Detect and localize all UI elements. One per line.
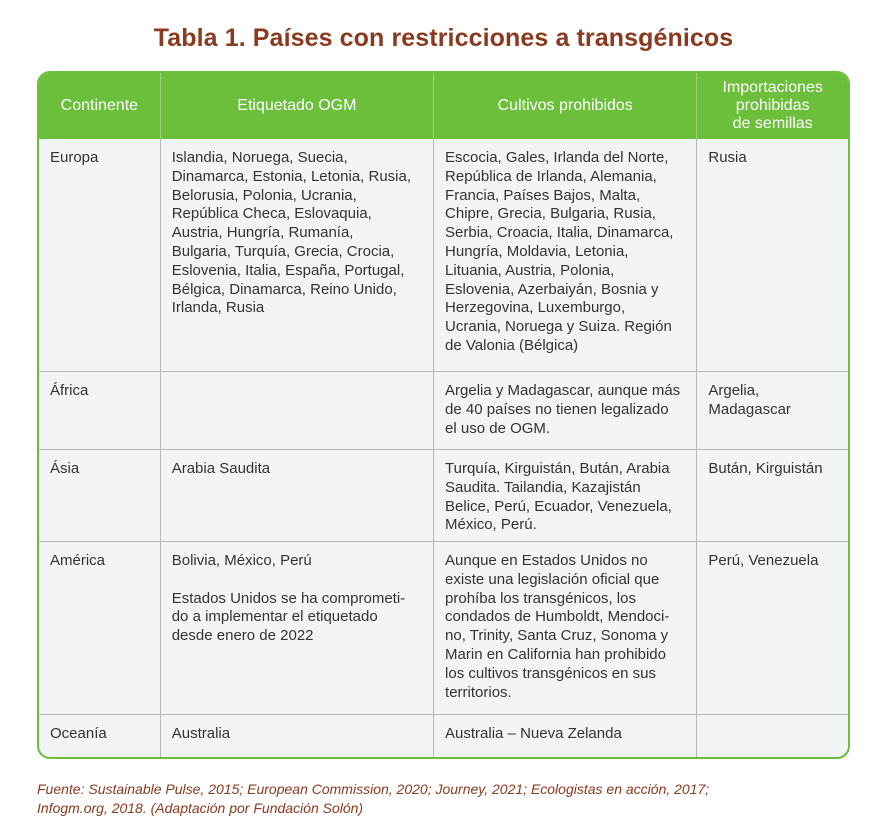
header-labeling: Etiquetado OGM (160, 73, 433, 139)
table-row-oceania (39, 715, 848, 759)
cell-labeling: Australia (160, 715, 433, 759)
cell-continent: Europa (50, 149, 99, 166)
cell-continent: Ásia (50, 460, 80, 477)
table-row-america (39, 542, 848, 715)
cell-crops: Argelia y Madagascar, aunque más de 40 países no tienen legalizado el uso de OGM. (433, 372, 696, 449)
restrictions-table (37, 71, 850, 759)
table-row-africa (39, 372, 848, 450)
table-row-europe (39, 139, 848, 372)
cell-continent: Oceanía (50, 725, 107, 742)
cell-crops: Escocia, Gales, Irlanda del Norte, República de Irlanda, Alemania, Francia, Países Bajos, Malta, Chipre, Grecia, Bulgaria, Rusia, Serbia, Croacia, Italia, Dinamarca, Hungría, Moldavia, Letonia, Lituania, Austria, Polonia, Eslovenia, Azerbaiyán, Bosnia y Herzegovina, Luxemburgo, Ucrania, Noruega y Suiza. Región de Valonia (Bélgica) (433, 139, 696, 371)
source-note: Fuente: Sustainable Pulse, 2015; European Commission, 2020; Journey, 2021; Ecologistas en acción, 2017; Infogm.org, 2018. (Adaptación por Fundación Solón) (37, 781, 710, 816)
cell-labeling: Islandia, Noruega, Suecia, Dinamarca, Estonia, Letonia, Rusia, Belorusia, Polonia, Ucrania, República Checa, Eslovaquia, Austria, Hungría, Rumanía, Bulgaria, Turquía, Grecia, Crocia, Eslovenia, Italia, España, Portugal, Bélgica, Dinamarca, Reino Unido, Irlanda, Rusia (160, 139, 433, 371)
table-body (39, 139, 848, 759)
header-crops: Cultivos prohibidos (433, 73, 696, 139)
page-title: Tabla 1. Países con restricciones a transgénicos (153, 24, 734, 52)
table-header (39, 73, 848, 139)
cell-continent: América (50, 552, 106, 569)
cell-seed-imports: Argelia, Madagascar (696, 372, 848, 449)
cell-labeling: Bolivia, México, Perú Estados Unidos se ha comprometi- do a implementar el etiquetado desde enero de 2022 (160, 542, 433, 714)
cell-labeling: Arabia Saudita (160, 450, 433, 541)
cell-crops: Australia – Nueva Zelanda (433, 715, 696, 759)
cell-continent: África (50, 382, 89, 399)
table-row-asia (39, 450, 848, 542)
header-seed-imports: Importaciones prohibidas de semillas (696, 73, 848, 139)
cell-labeling (160, 372, 433, 449)
cell-crops: Aunque en Estados Unidos no existe una legislación oficial que prohíba los transgénicos, los condados de Humboldt, Mendoci- no, Trinity, Santa Cruz, Sonoma y Marin en California han prohibido los cultivos transgénicos en sus territorios. (433, 542, 696, 714)
cell-seed-imports: Bután, Kirguistán (696, 450, 848, 541)
cell-seed-imports: Rusia (696, 139, 848, 371)
header-continent: Continente (60, 97, 139, 114)
cell-seed-imports (696, 715, 848, 759)
cell-seed-imports: Perú, Venezuela (696, 542, 848, 714)
cell-crops: Turquía, Kirguistán, Bután, Arabia Saudita. Tailandia, Kazajistán Belice, Perú, Ecuador, Venezuela, México, Perú. (433, 450, 696, 541)
